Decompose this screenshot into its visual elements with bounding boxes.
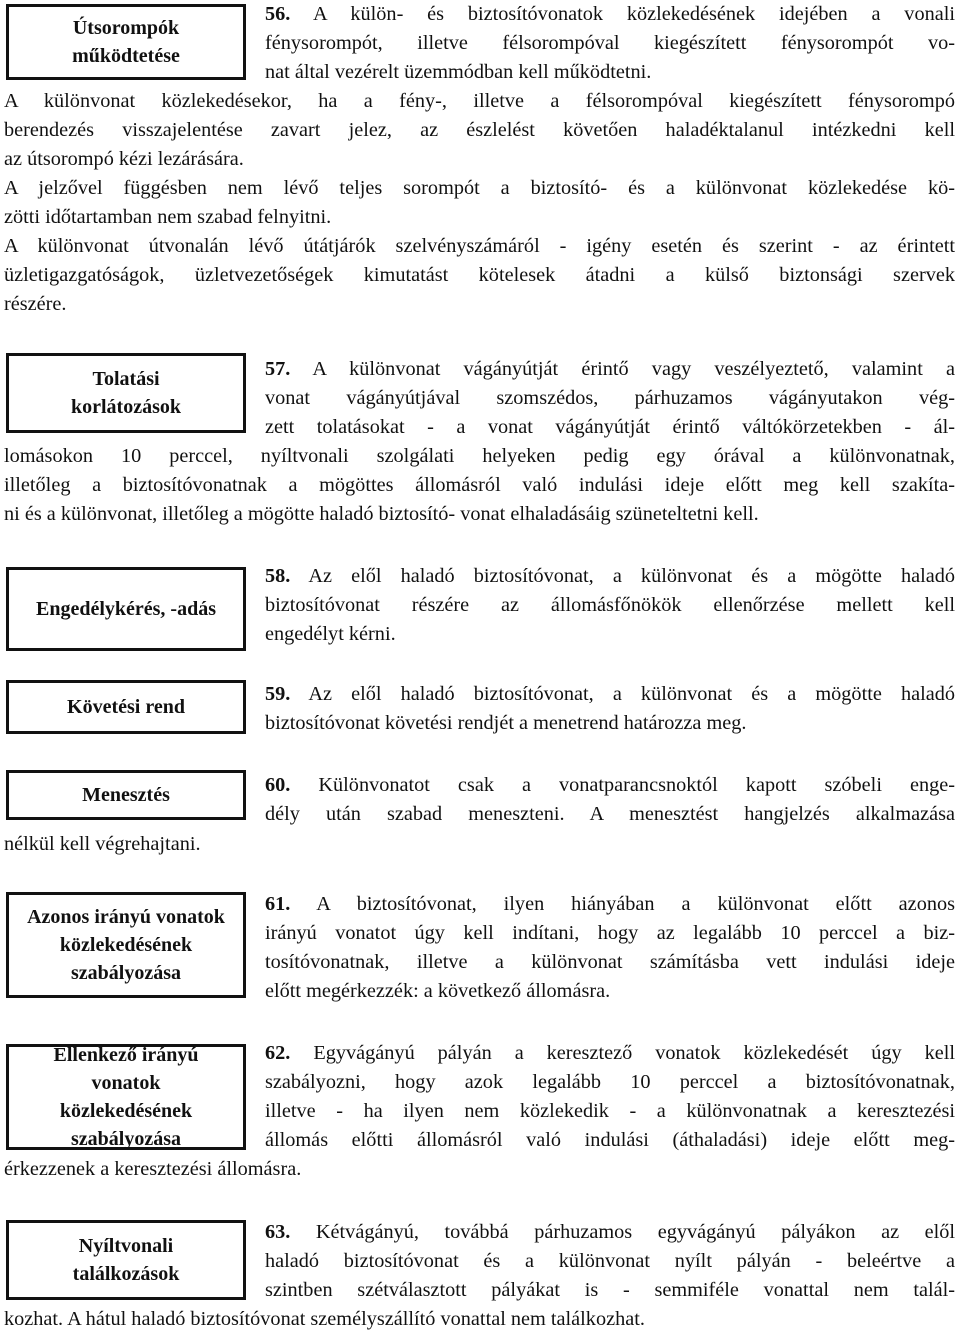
p57-line-1: 57. A különvonat vágányútját érintő vagy veszélyeztető, valamint a (265, 358, 956, 380)
sidebar-box-azonos-iranyu (6, 892, 246, 998)
sidebar-label-nyiltvonali: Nyíltvonali találkozások (72, 1235, 180, 1285)
p62-number: 62. (265, 1042, 291, 1064)
sidebar-label-azonos-iranyu: Azonos irányú vonatok közlekedésének szabályozása (27, 906, 225, 984)
p57-number: 57. (265, 358, 291, 380)
p62-line-1: 62. Egyvágányú pályán a keresztező vonatok közlekedését úgy kell (265, 1042, 955, 1064)
p63-number: 63. (265, 1221, 291, 1243)
p63-line-2: haladó biztosítóvonat és a különvonat nyílt pályán - beleértve a (265, 1250, 955, 1272)
p57-line-3: zett tolatásokat - a vonat vágányútját érintő váltókörzetekben - ál- (265, 416, 955, 438)
p56-line-9: A különvonat útvonalán lévő útátjárók szelvényszámáról - igény esetén és szerint - az érintett (4, 235, 955, 257)
p62-line-5: érkezzenek a keresztezési állomásra. (4, 1158, 302, 1180)
p56-line-10: üzletigazgatóságok, üzletvezetőségek kimutatást kötelesek átadni a külső biztonsági szervek (4, 264, 955, 286)
p57-line-6: ni és a különvonat, illetőleg a mögötte haladó biztosító- vonat elhaladásáig szüneteltetni kell. (4, 503, 759, 525)
sidebar-box-nyiltvonali (6, 1220, 246, 1300)
p63-line-1: 63. Kétvágányú, továbbá párhuzamos egyvágányú pályákon az elől (265, 1221, 956, 1243)
sidebar-box-ellenkezo-iranyu (6, 1044, 246, 1150)
sidebar-box-utsorompok (6, 4, 246, 80)
p57-line-5: illetőleg a biztosítóvonatnak a mögöttes állomásról való indulási ideje előtt meg kell szakíta- (4, 474, 955, 496)
p56-line-8: zötti időtartamban nem szabad felnyitni. (4, 206, 332, 228)
p59-line-2: biztosítóvonat követési rendjét a menetrend határozza meg. (265, 712, 747, 734)
sidebar-box-engedelykeres (6, 567, 246, 651)
sidebar-box-kovetesi (6, 680, 246, 734)
p61-line-1: 61. A biztosítóvonat, ilyen hiányában a különvonat előtt azonos (265, 893, 956, 915)
sidebar-box-menesztes (6, 770, 246, 820)
p62-line-4: állomás előtti állomásról való indulási (áthaladási) ideje előtt meg- (265, 1129, 955, 1151)
p58-line-2: biztosítóvonat részére az állomásfőnökök ellenőrzése mellett kell (265, 594, 955, 616)
p56-line-2: fénysorompót, illetve félsorompóval kiegészített fénysorompót vo- (265, 32, 955, 54)
p60-line-1: 60. Különvonatot csak a vonatparancsnoktól kapott szóbeli enge- (265, 774, 955, 796)
p62-line-3: illetve - ha ilyen nem közlekedik - a különvonatnak a keresztezési (265, 1100, 955, 1122)
p57-line-4: lomásokon 10 perccel, nyíltvonali szolgálati helyeken pedig egy órával a különvonatnak, (4, 445, 955, 467)
sidebar-label-ellenkezo-iranyu: Ellenkező irányú vonatok közlekedésének szabályozása (53, 1044, 199, 1150)
sidebar-box-tolatasi (6, 353, 246, 433)
p56-line-5: berendezés visszajelentése zavart jelez, az észlelést követően haladéktalanul intézkedni kell (4, 119, 955, 141)
p61-line-3: tosítóvonatnak, illetve a különvonat számításba vett indulási ideje (265, 951, 955, 973)
sidebar-label-kovetesi: Követési rend (67, 696, 185, 718)
p58-line-3: engedélyt kérni. (265, 623, 396, 645)
p61-number: 61. (265, 893, 291, 915)
p60-number: 60. (265, 774, 291, 796)
p58-number: 58. (265, 565, 291, 587)
p56-number: 56. (265, 3, 291, 25)
p62-line-2: szabályozni, hogy azok legalább 10 perccel a biztosítóvonatnak, (265, 1071, 955, 1093)
p60-line-3: nélkül kell végrehajtani. (4, 833, 201, 855)
sidebar-label-engedelykeres: Engedélykérés, -adás (36, 598, 216, 620)
p56-line-1: 56. A külön- és biztosítóvonatok közlekedésének idejében a vonali (265, 3, 955, 25)
p58-line-1: 58. Az elől haladó biztosítóvonat, a különvonat és a mögötte haladó (265, 565, 956, 587)
sidebar-label-menesztes: Menesztés (82, 784, 170, 806)
p63-line-3: szintben szétválasztott pályákat is - semmiféle vonattal nem talál- (265, 1279, 955, 1301)
sidebar-label-tolatasi: Tolatási korlátozások (71, 368, 181, 418)
p61-line-4: előtt megérkezzék: a következő állomásra. (265, 980, 611, 1002)
p56-line-7: A jelzővel függésben nem lévő teljes sorompót a biztosító- és a különvonat közlekedése kö- (4, 177, 955, 199)
p60-line-2: dély után szabad meneszteni. A menesztést hangjelzés alkalmazása (265, 803, 955, 825)
sidebar-label-utsorompok: Útsorompók működtetése (72, 17, 180, 67)
p56-line-3: nat által vezérelt üzemmódban kell működtetni. (265, 61, 652, 83)
p56-line-4: A különvonat közlekedésekor, ha a fény-, illetve a félsorompóval kiegészített fénysorompó (4, 90, 955, 112)
p56-line-6: az útsorompó kézi lezárására. (4, 148, 244, 170)
p59-line-1: 59. Az elől haladó biztosítóvonat, a különvonat és a mögötte haladó (265, 683, 956, 705)
p61-line-2: irányú vonatot úgy kell indítani, hogy az legalább 10 perccel a biz- (265, 922, 955, 944)
p59-number: 59. (265, 683, 291, 705)
p56-line-11: részére. (4, 293, 67, 315)
p63-line-4: kozhat. A hátul haladó biztosítóvonat személyszállító vonattal nem találkozhat. (4, 1308, 645, 1330)
p57-line-2: vonat vágányútjával szomszédos, párhuzamos vágányutakon vég- (265, 387, 955, 409)
